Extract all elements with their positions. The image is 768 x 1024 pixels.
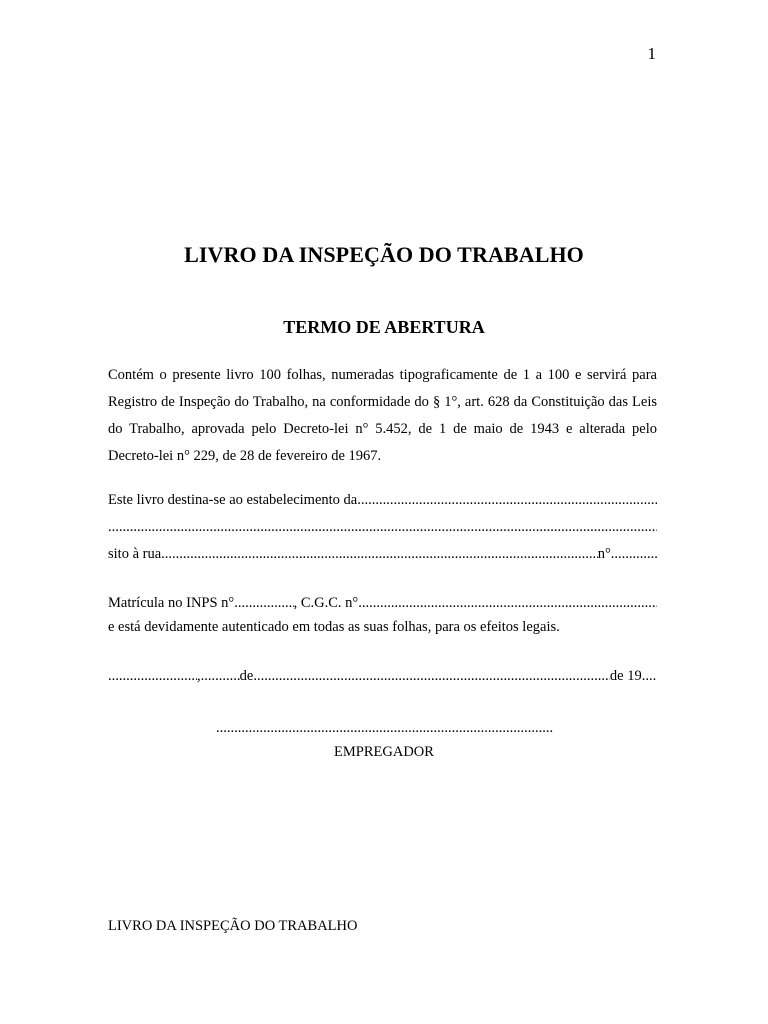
street-number-label: n° bbox=[597, 546, 611, 562]
place-fill-field bbox=[108, 663, 197, 690]
day-fill-field bbox=[201, 663, 240, 690]
document-title: LIVRO DA INSPEÇÃO DO TRABALHO bbox=[184, 242, 584, 267]
month-fill-field bbox=[253, 663, 610, 690]
street-number-fill-field bbox=[611, 541, 657, 568]
street-fill-field bbox=[161, 541, 598, 568]
page-number: 1 bbox=[647, 44, 656, 63]
opening-paragraph-block bbox=[108, 362, 657, 470]
document-subtitle: TERMO DE ABERTURA bbox=[283, 317, 485, 337]
establishment-line bbox=[108, 487, 657, 514]
cgc-label: , C.G.C. n° bbox=[293, 595, 359, 611]
date-block bbox=[108, 663, 657, 690]
opening-paragraph: Contém o presente livro 100 folhas, numeradas tipograficamente de 1 a 100 e servirá para Registro de Inspeção do Trabalho, na conformidade do § 1°, art. 628 da Constituição das Leis do Trabalho, aprovada pelo Decreto-lei n° 5.452, de 1 de maio de 1943 e alterada pelo Decreto-lei n° 229, de 28 de fevereiro de 1967. bbox=[108, 367, 657, 464]
establishment-label: Este livro destina-se ao estabelecimento da bbox=[108, 492, 358, 508]
establishment-fill-field bbox=[357, 487, 657, 514]
page-footer: LIVRO DA INSPEÇÃO DO TRABALHO bbox=[108, 918, 358, 934]
street-label: sito à rua bbox=[108, 546, 162, 562]
date-de-1: de bbox=[239, 668, 254, 684]
registration-line bbox=[108, 590, 657, 617]
inps-fill-field bbox=[234, 590, 293, 617]
establishment-continuation-fill-field bbox=[108, 514, 657, 541]
establishment-block bbox=[108, 487, 657, 568]
establishment-continuation-line bbox=[108, 514, 657, 541]
signature-line bbox=[216, 718, 553, 738]
date-line bbox=[108, 663, 657, 690]
date-separator: , bbox=[197, 668, 201, 684]
inps-label: Matrícula no INPS n° bbox=[108, 595, 235, 611]
authenticated-text: e está devidamente autenticado em todas as suas folhas, para os efeitos legais. bbox=[108, 619, 560, 635]
registration-block bbox=[108, 590, 657, 639]
date-de-2: de 19 bbox=[609, 668, 642, 684]
cgc-fill-field bbox=[358, 590, 657, 617]
year-fill-field bbox=[642, 663, 657, 690]
street-line bbox=[108, 541, 657, 568]
authenticated-line bbox=[108, 617, 657, 639]
signature-label: EMPREGADOR bbox=[334, 744, 434, 760]
